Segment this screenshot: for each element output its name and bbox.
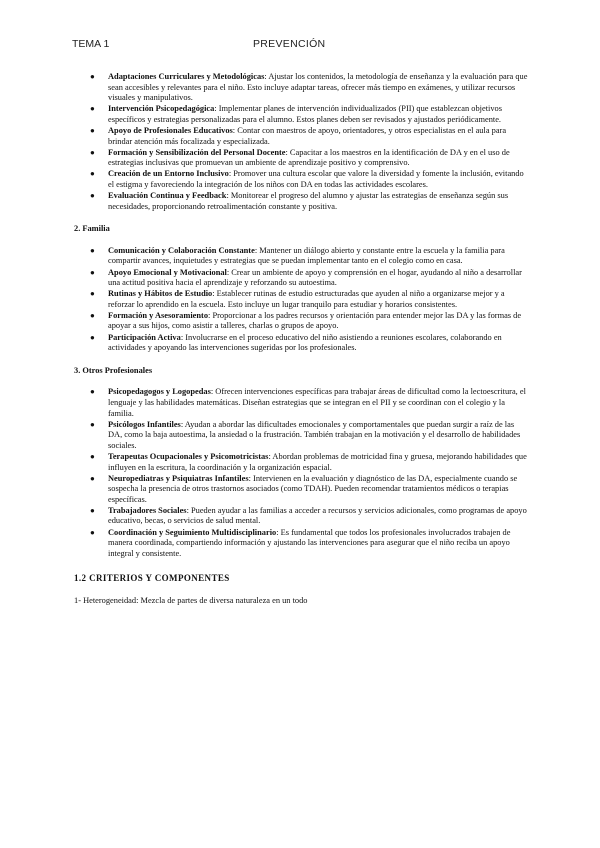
list-item (74, 191, 528, 212)
item-title: Participación Activa (108, 332, 181, 342)
item-text: : Intervienen en la evaluación y diagnóstico de las DA, especialmente cuando se sospecha la presencia de otros trastornos asociados (como TDAH). Pueden recomendar tratamientos médicos o terapias específicas. (108, 473, 518, 504)
list-item (74, 452, 528, 473)
item-text: : Promover una cultura escolar que valore la diversidad y fomente la inclusión, evitando el estigma y favoreciendo la integración de los niños con DA en todas las actividades escolares. (108, 169, 524, 189)
bullet-icon: ● (90, 147, 95, 157)
bullet-icon: ● (90, 419, 95, 429)
item-title: Coordinación y Seguimiento Multidisciplinario (108, 527, 277, 537)
item-text: : Mantener un diálogo abierto y constante entre la escuela y la familia para compartir avances, inquietudes y estrategias que se puedan implementar tanto en el colegio como en casa. (108, 245, 505, 266)
item-text: : Monitorear el progreso del alumno y ajustar las estrategias de enseñanza según sus necesidades, proporcionando retroalimentación constante y positiva. (108, 191, 509, 211)
item-title: Intervención Psicopedagógica (108, 104, 215, 114)
item-text: : Proporcionar a los padres recursos y orientación para entender mejor las DA y las formas de apoyar a sus hijos, como asistir a talleres, charlas o grupos de apoyo. (108, 310, 522, 331)
list-item (74, 169, 528, 190)
list-item (74, 289, 528, 310)
page-header (72, 38, 532, 52)
bullet-icon: ● (90, 310, 95, 320)
header-topic: TEMA 1 (72, 38, 110, 50)
bullet-icon: ● (90, 473, 95, 483)
item-title: Neuropediatras y Psiquiatras Infantiles (108, 473, 249, 483)
bullet-icon: ● (90, 527, 95, 537)
bullet-icon: ● (90, 125, 95, 135)
bullet-icon: ● (90, 289, 95, 299)
item-title: Apoyo Emocional y Motivacional (108, 267, 227, 277)
list-item (74, 333, 528, 354)
item-text: : Abordan problemas de motricidad fina y gruesa, mejorando habilidades que influyen en la escritura, la coordinación y la organización espacial. (108, 451, 527, 472)
bullet-icon: ● (90, 72, 95, 81)
bullet-icon: ● (90, 191, 95, 201)
paragraph-heterogeneidad: 1- Heterogeneidad: Mezcla de partes de diversa naturaleza en un todo (74, 595, 308, 605)
bullet-icon: ● (90, 387, 95, 397)
list-item (74, 506, 528, 527)
item-title: Terapeutas Ocupacionales y Psicomotricistas (108, 451, 269, 461)
item-text: : Ayudan a abordar las dificultades emocionales y comportamentales que puedan surgir a raíz de las DA, como la baja autoestima, la ansiedad o la frustración. También trabajan en la motivación y el desarrollo de habilidades sociales. (108, 419, 521, 450)
bullet-icon: ● (90, 505, 95, 515)
item-title: Psicólogos Infantiles (108, 419, 181, 429)
item-text: : Involucrarse en el proceso educativo del niño asistiendo a reuniones escolares, colaborando en actividades y apoyando las intervenciones sugeridas por los profesionales. (108, 332, 502, 353)
bullet-icon: ● (90, 245, 95, 255)
list-item (74, 474, 528, 506)
list-item (74, 148, 528, 169)
item-title: Apoyo de Profesionales Educativos (108, 125, 233, 135)
item-title: Comunicación y Colaboración Constante (108, 245, 255, 255)
item-title: Trabajadores Sociales (108, 505, 187, 515)
professionals-list (74, 387, 528, 559)
section-heading-criterios: 1.2 CRITERIOS Y COMPONENTES (74, 573, 230, 584)
list-item (74, 126, 528, 147)
item-text: : Pueden ayudar a las familias a acceder a recursos y servicios adicionales, como programas de apoyo educativo, becas, o servicios de salud mental. (108, 505, 527, 526)
item-text: : Crear un ambiente de apoyo y comprensión en el hogar, ayudando al niño a desarrollar una actitud positiva hacia el aprendizaje y reforzando su autoestima. (108, 267, 522, 288)
list-item (74, 311, 528, 332)
item-text: : Capacitar a los maestros en la identificación de DA y en el uso de estrategias inclusivas que promuevan un ambiente de aprendizaje positivo y comprensivo. (108, 147, 510, 168)
measures-school-list (74, 72, 528, 212)
header-title: PREVENCIÓN (253, 38, 326, 50)
bullet-icon: ● (90, 267, 95, 277)
item-title: Evaluación Continua y Feedback (108, 191, 227, 201)
list-item (74, 268, 528, 289)
list-item (74, 420, 528, 452)
item-title: Psicopedagogos y Logopedas (108, 387, 211, 397)
family-list (74, 246, 528, 354)
list-item (74, 104, 528, 125)
list-item (74, 528, 528, 560)
document-body (74, 72, 528, 607)
item-title: Formación y Asesoramiento (108, 310, 209, 320)
list-item (74, 72, 528, 104)
item-title: Rutinas y Hábitos de Estudio (108, 289, 213, 299)
section-heading-familia: 2. Familia (74, 224, 110, 234)
bullet-icon: ● (90, 104, 95, 114)
bullet-icon: ● (90, 169, 95, 179)
section-heading-otros-profesionales: 3. Otros Profesionales (74, 365, 153, 375)
item-text: : Establecer rutinas de estudio estructuradas que ayuden al niño a organizarse mejor y a reforzar lo aprendido en la escuela. Esto incluye un lugar tranquilo para estudiar y horarios consistentes. (108, 289, 505, 309)
item-title: Formación y Sensibilización del Personal Docente (108, 147, 286, 157)
item-text: : Ajustar los contenidos, la metodología de enseñanza y la evaluación para que sean accesibles y relevantes para el niño. Esto incluye adaptar tareas, ofrecer más tiempo en exámenes, y utilizar recursos visuales y manipulativos. (108, 72, 528, 103)
list-item (74, 246, 528, 267)
item-title: Creación de un Entorno Inclusivo (108, 169, 229, 179)
item-text: : Implementar planes de intervención individualizados (PII) que establezcan objetivos específicos y estrategias personalizadas para el alumno. Estos planes deben ser revisados y ajustados periódicamente. (108, 104, 502, 124)
bullet-icon: ● (90, 332, 95, 342)
item-title: Adaptaciones Curriculares y Metodológicas (108, 72, 265, 81)
item-text: : Es fundamental que todos los profesionales involucrados trabajen de manera coordinada, compartiendo información y ajustando las intervenciones para asegurar que el niño reciba un apoyo integral y consistente. (108, 527, 511, 558)
list-item (74, 387, 528, 419)
bullet-icon: ● (90, 451, 95, 461)
item-text: : Ofrecen intervenciones específicas para trabajar áreas de dificultad como la lectoescritura, el lenguaje y las habilidades matemáticas. Diseñan estrategias que se integran en el PII y se coordinan con el colegio y la familia. (108, 387, 526, 418)
item-text: : Contar con maestros de apoyo, orientadores, y otros especialistas en el aula para brindar atención más focalizada y especializada. (108, 125, 507, 146)
